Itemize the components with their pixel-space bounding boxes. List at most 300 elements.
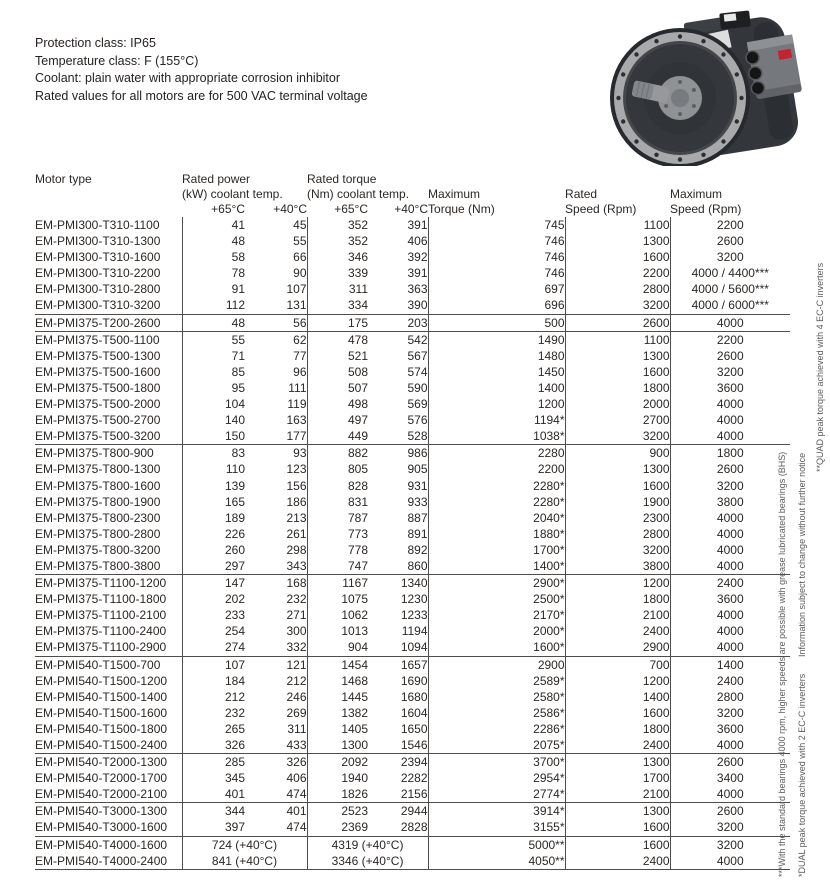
rated-torque-65-cell: 1300 <box>307 737 368 754</box>
rated-power-65-cell: 112 <box>182 297 245 314</box>
max-torque-cell: 3700* <box>428 754 565 771</box>
header-max-torque-2: Torque (Nm) <box>428 202 495 216</box>
rated-torque-65-cell: 1405 <box>307 721 368 737</box>
motor-type-cell: EM-PMI300-T310-2200 <box>35 266 161 281</box>
rated-torque-65-cell: 508 <box>307 364 368 380</box>
table-row <box>35 575 790 592</box>
rated-speed-cell: 2700 <box>565 412 670 428</box>
rated-speed-cell: 2300 <box>565 510 670 526</box>
rated-torque-65-cell: 346 <box>307 249 368 265</box>
max-speed-cell: 4000 <box>670 542 790 558</box>
rated-speed-cell: 2400 <box>565 737 670 754</box>
rated-torque-40-cell: 391 <box>407 266 428 281</box>
rated-speed-cell: 3200 <box>565 542 670 558</box>
max-torque-cell: 1038* <box>428 428 565 445</box>
rated-torque-40-cell: 933 <box>407 494 428 509</box>
rated-torque-40-cell: 2828 <box>400 820 428 835</box>
rated-torque-65-cell: 2523 <box>307 803 368 820</box>
table-row <box>35 737 790 754</box>
table-row <box>35 297 790 314</box>
rated-power-65-cell: 254 <box>182 623 245 639</box>
max-torque-cell: 3914* <box>428 803 565 820</box>
rated-speed-cell: 1600 <box>565 364 670 380</box>
max-speed-cell: 4000 / 5600*** <box>670 281 790 297</box>
max-torque-cell: 2900 <box>428 656 565 673</box>
table-row <box>35 853 790 870</box>
rated-speed-cell: 1600 <box>565 249 670 265</box>
rated-torque-65-cell: 1013 <box>307 623 368 639</box>
rated-power-65-cell: 78 <box>182 265 245 281</box>
table-row <box>35 754 790 771</box>
rated-power-40-cell: 90 <box>293 266 307 281</box>
rated-power-65-cell: 139 <box>182 478 245 494</box>
max-speed-cell: 2200 <box>670 331 790 348</box>
rated-torque-65-cell: 498 <box>307 396 368 412</box>
table-row <box>35 461 790 477</box>
rated-torque-65-cell: 882 <box>307 445 368 462</box>
max-speed-cell: 2600 <box>670 803 790 820</box>
motor-type-cell: EM-PMI375-T500-2000 <box>35 397 161 412</box>
rated-torque-65-cell: 449 <box>307 428 368 445</box>
rated-speed-cell: 1600 <box>565 836 670 853</box>
motor-type-cell: EM-PMI375-T1100-2900 <box>35 640 167 655</box>
rated-power-65-cell: 226 <box>182 526 245 542</box>
max-speed-cell: 4000 <box>670 737 790 754</box>
max-torque-cell: 2500* <box>428 591 565 607</box>
rated-power-40-cell: 232 <box>286 592 307 607</box>
table-row <box>35 542 790 558</box>
rated-torque-40-cell: 1194 <box>401 624 428 639</box>
motor-type-cell: EM-PMI540-T2000-2100 <box>35 787 168 802</box>
rated-torque-40-cell: 2394 <box>368 754 428 771</box>
rated-speed-cell: 1600 <box>565 819 670 836</box>
rated-power-merged-cell: 724 (+40°C) <box>182 836 307 853</box>
rated-speed-cell: 1600 <box>565 478 670 494</box>
table-row <box>35 656 790 673</box>
rated-power-40-cell: 474 <box>286 820 307 835</box>
table-row <box>35 623 790 639</box>
rated-speed-cell: 2200 <box>565 265 670 281</box>
motor-type-cell: EM-PMI375-T800-2800 <box>35 526 161 541</box>
rated-power-40-cell: 261 <box>286 526 307 541</box>
header-rated-speed-1: Rated <box>565 187 598 201</box>
rated-torque-40-cell: 1094 <box>400 640 428 655</box>
rated-power-40-cell: 119 <box>287 397 307 412</box>
motor-photo-graphic <box>602 8 807 166</box>
rated-power-40-cell: 246 <box>286 689 307 704</box>
rated-torque-40-cell: 203 <box>368 314 428 331</box>
rated-speed-cell: 1800 <box>565 380 670 396</box>
rated-torque-40-cell: 363 <box>407 282 428 297</box>
rated-torque-merged-cell: 4319 (+40°C) <box>307 836 428 853</box>
rated-power-65-cell: 91 <box>182 281 245 297</box>
rated-power-65-cell: 344 <box>182 803 245 820</box>
rated-torque-40-cell: 887 <box>407 510 428 525</box>
max-torque-cell: 1700* <box>428 542 565 558</box>
rated-power-40-cell: 107 <box>286 282 307 297</box>
rated-power-40-cell: 163 <box>286 413 307 428</box>
rated-power-65-cell: 85 <box>182 364 245 380</box>
rated-torque-65-cell: 778 <box>307 542 368 558</box>
table-row <box>35 249 790 265</box>
max-torque-cell: 2040* <box>428 510 565 526</box>
rated-power-40-cell: 45 <box>293 218 307 232</box>
rated-power-65-cell: 71 <box>182 348 245 364</box>
rated-speed-cell: 3800 <box>565 558 670 575</box>
rated-power-40-cell: 121 <box>245 656 307 673</box>
max-speed-cell: 4000 <box>670 786 790 803</box>
motor-type-cell: EM-PMI300-T310-1300 <box>35 234 161 249</box>
motor-type-cell: EM-PMI540-T1500-1600 <box>35 705 168 720</box>
rated-power-65-cell: 41 <box>182 217 245 233</box>
table-row <box>35 591 790 607</box>
max-speed-cell: 3800 <box>670 494 790 510</box>
motor-type-cell: EM-PMI300-T310-2800 <box>35 282 161 297</box>
max-torque-cell: 696 <box>428 297 565 314</box>
table-row <box>35 494 790 510</box>
rated-torque-65-cell: 787 <box>307 510 368 526</box>
rated-torque-65-cell: 521 <box>307 348 368 364</box>
table-row <box>35 510 790 526</box>
motor-type-cell: EM-PMI375-T1100-2100 <box>35 608 167 623</box>
table-row <box>35 526 790 542</box>
table-row <box>35 721 790 737</box>
header-torque-unit: (Nm) coolant temp. <box>307 187 410 201</box>
motor-type-cell: EM-PMI375-T800-1600 <box>35 478 161 493</box>
rated-power-65-cell: 83 <box>182 445 245 462</box>
max-torque-cell: 500 <box>428 314 565 331</box>
motor-type-cell: EM-PMI375-T800-3200 <box>35 542 161 557</box>
rated-power-65-cell: 326 <box>182 737 245 754</box>
max-speed-cell: 4000 <box>670 428 790 445</box>
rated-power-40-cell: 55 <box>293 234 307 249</box>
max-torque-cell: 2774* <box>428 786 565 803</box>
max-speed-cell: 2600 <box>670 461 790 477</box>
rated-power-40-cell: 111 <box>288 380 307 395</box>
rated-power-40-cell: 56 <box>245 314 307 331</box>
intro-text-block <box>35 35 368 105</box>
max-speed-cell: 4000 <box>670 558 790 575</box>
table-row <box>35 331 790 348</box>
motor-type-cell: EM-PMI300-T310-1600 <box>35 250 161 265</box>
header-torque-40: +40°C <box>394 202 429 216</box>
rated-torque-40-cell: 569 <box>407 397 428 412</box>
motor-type-cell: EM-PMI540-T1500-700 <box>35 656 182 673</box>
rated-power-40-cell: 326 <box>245 754 307 771</box>
rated-torque-40-cell: 892 <box>407 542 428 557</box>
table-row <box>35 819 790 836</box>
motor-type-cell: EM-PMI375-T200-2600 <box>35 314 182 331</box>
table-row <box>35 705 790 721</box>
rated-speed-cell: 1200 <box>565 673 670 689</box>
rated-torque-40-cell: 590 <box>407 380 428 395</box>
header-rated-speed-2: Speed (Rpm) <box>565 202 637 216</box>
max-speed-cell: 4000 <box>670 510 790 526</box>
rated-power-65-cell: 189 <box>182 510 245 526</box>
motor-type-cell: EM-PMI375-T500-3200 <box>35 429 161 444</box>
motor-spec-table <box>35 172 790 870</box>
rated-torque-40-cell: 891 <box>407 526 428 541</box>
coolant-line: Coolant: plain water with appropriate corrosion inhibitor <box>35 71 341 85</box>
header-power-40: +40°C <box>273 202 308 216</box>
rated-power-65-cell: 150 <box>182 428 245 445</box>
rated-speed-cell: 1300 <box>565 754 670 771</box>
rated-torque-65-cell: 334 <box>307 297 368 314</box>
rated-speed-cell: 1200 <box>565 575 670 592</box>
header-power-65: +65°C <box>211 202 245 216</box>
rated-values-line: Rated values for all motors are for 500 VAC terminal voltage <box>35 88 368 103</box>
max-speed-cell: 4000 / 4400*** <box>670 265 790 281</box>
rated-torque-65-cell: 1468 <box>307 673 368 689</box>
rated-torque-65-cell: 1062 <box>307 607 368 623</box>
max-speed-cell: 2400 <box>670 673 790 689</box>
max-torque-cell: 2280 <box>428 445 565 462</box>
rated-power-40-cell: 156 <box>286 478 307 493</box>
rated-power-40-cell: 186 <box>286 494 307 509</box>
rated-power-65-cell: 265 <box>182 721 245 737</box>
max-speed-cell: 3200 <box>670 364 790 380</box>
rated-torque-65-cell: 1940 <box>307 770 368 786</box>
rated-power-40-cell: 269 <box>286 705 307 720</box>
rated-power-65-cell: 345 <box>182 770 245 786</box>
max-torque-cell: 2170* <box>428 607 565 623</box>
table-row <box>35 265 790 281</box>
max-speed-cell: 2400 <box>670 575 790 592</box>
protection-class-line: Protection class: IP65 <box>35 36 156 50</box>
rated-power-40-cell: 66 <box>293 250 307 265</box>
rated-power-65-cell: 260 <box>182 542 245 558</box>
max-speed-cell: 3400 <box>670 770 790 786</box>
motor-type-cell: EM-PMI300-T310-1100 <box>35 218 160 232</box>
rated-torque-40-cell: 391 <box>407 218 428 232</box>
rated-speed-cell: 1100 <box>565 331 670 348</box>
footnote-bearing: ***With the standard bearings 4000 rpm, higher speeds are possible with grease lubricated bearings (BHS) <box>777 451 787 877</box>
rated-torque-40-cell: 1690 <box>400 673 428 688</box>
table-row <box>35 558 790 575</box>
header-torque-65: +65°C <box>334 202 369 216</box>
rated-torque-65-cell: 1075 <box>307 591 368 607</box>
rated-power-merged-cell: 841 (+40°C) <box>182 853 307 870</box>
max-torque-cell: 745 <box>428 217 565 233</box>
rated-torque-65-cell: 2369 <box>307 819 368 836</box>
max-torque-cell: 1480 <box>428 348 565 364</box>
max-speed-cell: 2800 <box>670 689 790 705</box>
max-torque-cell: 1450 <box>428 364 565 380</box>
max-torque-cell: 3155* <box>428 819 565 836</box>
rated-torque-65-cell: 747 <box>307 558 368 575</box>
max-speed-cell: 3200 <box>670 836 790 853</box>
rated-torque-merged-cell: 3346 (+40°C) <box>307 853 428 870</box>
rated-torque-65-cell: 904 <box>307 639 368 656</box>
motor-type-cell: EM-PMI540-T3000-1600 <box>35 820 168 835</box>
rated-power-40-cell: 77 <box>293 348 307 363</box>
max-torque-cell: 2589* <box>428 673 565 689</box>
motor-type-cell: EM-PMI540-T3000-1300 <box>35 803 182 820</box>
rated-power-65-cell: 107 <box>182 656 245 673</box>
table-row <box>35 217 790 233</box>
rated-power-40-cell: 474 <box>286 787 307 802</box>
max-speed-cell: 1800 <box>670 445 790 462</box>
rated-power-40-cell: 271 <box>286 608 307 623</box>
footnote-dual-torque: *DUAL peak torque achieved with 2 EC-C inverters <box>797 673 807 877</box>
rated-speed-cell: 700 <box>565 656 670 673</box>
max-speed-cell: 3200 <box>670 249 790 265</box>
rated-torque-65-cell: 507 <box>307 380 368 396</box>
max-torque-cell: 746 <box>428 233 565 249</box>
rated-torque-40-cell: 860 <box>407 558 428 573</box>
max-torque-cell: 1600* <box>428 639 565 656</box>
rated-torque-65-cell: 497 <box>307 412 368 428</box>
table-row <box>35 673 790 689</box>
rated-power-40-cell: 131 <box>286 298 307 313</box>
rated-speed-cell: 2400 <box>565 853 670 870</box>
rated-power-40-cell: 212 <box>286 673 307 688</box>
max-speed-cell: 3200 <box>670 705 790 721</box>
max-torque-cell: 2075* <box>428 737 565 754</box>
header-max-speed-1: Maximum <box>670 187 723 201</box>
header-power-unit: (kW) coolant temp. <box>182 187 283 201</box>
rated-speed-cell: 1800 <box>565 721 670 737</box>
rated-torque-40-cell: 2156 <box>400 787 428 802</box>
motor-type-cell: EM-PMI540-T1500-1200 <box>35 673 168 688</box>
motor-type-cell: EM-PMI540-T1500-2400 <box>35 738 168 752</box>
rated-speed-cell: 2900 <box>565 639 670 656</box>
rated-torque-40-cell: 576 <box>407 413 428 428</box>
rated-torque-65-cell: 352 <box>307 233 368 249</box>
footnote-info-subject-to-change: Information subject to change without further notice <box>797 452 807 657</box>
rated-speed-cell: 1100 <box>565 217 670 233</box>
rated-torque-40-cell: 931 <box>407 478 428 493</box>
motor-type-cell: EM-PMI375-T500-2700 <box>35 413 161 428</box>
max-torque-cell: 2280* <box>428 478 565 494</box>
rated-torque-40-cell: 1340 <box>368 575 428 592</box>
rated-power-65-cell: 285 <box>182 754 245 771</box>
max-speed-cell: 4000 <box>670 607 790 623</box>
max-speed-cell: 2600 <box>670 348 790 364</box>
header-max-torque-1: Maximum <box>428 187 481 201</box>
header-rated-torque: Rated torque <box>307 172 377 186</box>
table-row <box>35 770 790 786</box>
max-speed-cell: 3600 <box>670 380 790 396</box>
rated-speed-cell: 1300 <box>565 233 670 249</box>
table-row <box>35 233 790 249</box>
rated-speed-cell: 3200 <box>565 297 670 314</box>
max-torque-cell: 746 <box>428 265 565 281</box>
rated-torque-65-cell: 1454 <box>307 656 368 673</box>
max-speed-cell: 4000 / 6000*** <box>670 297 790 314</box>
rated-speed-cell: 1800 <box>565 591 670 607</box>
max-torque-cell: 2954* <box>428 770 565 786</box>
rated-torque-40-cell: 1233 <box>400 608 428 623</box>
table-row <box>35 478 790 494</box>
rated-torque-40-cell: 574 <box>407 364 428 379</box>
table-row <box>35 412 790 428</box>
max-speed-cell: 4000 <box>670 623 790 639</box>
table-row <box>35 396 790 412</box>
rated-power-65-cell: 110 <box>182 461 245 477</box>
max-torque-cell: 2200 <box>428 461 565 477</box>
rated-torque-40-cell: 392 <box>407 250 428 265</box>
table-row <box>35 445 790 462</box>
max-speed-cell: 4000 <box>670 853 790 870</box>
max-torque-cell: 1400* <box>428 558 565 575</box>
table-row <box>35 348 790 364</box>
rated-speed-cell: 1300 <box>565 803 670 820</box>
max-torque-cell: 5000** <box>428 836 565 853</box>
rated-power-65-cell: 95 <box>182 380 245 396</box>
table-row <box>35 639 790 656</box>
rated-torque-65-cell: 478 <box>307 331 368 348</box>
table-row <box>35 380 790 396</box>
max-speed-cell: 3600 <box>670 591 790 607</box>
max-speed-cell: 3200 <box>670 819 790 836</box>
max-speed-cell: 4000 <box>670 396 790 412</box>
rated-speed-cell: 1900 <box>565 494 670 510</box>
rated-torque-40-cell: 1230 <box>400 592 428 607</box>
motor-type-cell: EM-PMI375-T800-1300 <box>35 462 161 477</box>
rated-speed-cell: 1300 <box>565 348 670 364</box>
rated-power-65-cell: 401 <box>182 786 245 803</box>
rated-power-65-cell: 184 <box>182 673 245 689</box>
max-torque-cell: 2286* <box>428 721 565 737</box>
max-torque-cell: 2280* <box>428 494 565 510</box>
rated-torque-40-cell: 1546 <box>400 738 428 752</box>
motor-type-cell: EM-PMI300-T310-3200 <box>35 298 161 313</box>
rated-torque-65-cell: 831 <box>307 494 368 510</box>
motor-type-cell: EM-PMI375-T1100-2400 <box>35 624 167 639</box>
rated-speed-cell: 2100 <box>565 786 670 803</box>
motor-type-cell: EM-PMI540-T2000-1700 <box>35 771 168 786</box>
max-torque-cell: 1400 <box>428 380 565 396</box>
motor-type-cell: EM-PMI375-T1100-1200 <box>35 575 182 592</box>
motor-type-cell: EM-PMI540-T2000-1300 <box>35 754 182 771</box>
rated-power-40-cell: 96 <box>293 364 307 379</box>
rated-power-40-cell: 168 <box>245 575 307 592</box>
rated-torque-65-cell: 175 <box>307 314 368 331</box>
rated-power-65-cell: 147 <box>182 575 245 592</box>
rated-power-65-cell: 140 <box>182 412 245 428</box>
motor-type-cell: EM-PMI540-T4000-1600 <box>35 836 182 853</box>
max-torque-cell: 2580* <box>428 689 565 705</box>
max-torque-cell: 2586* <box>428 705 565 721</box>
rated-power-65-cell: 397 <box>182 819 245 836</box>
rated-torque-65-cell: 805 <box>307 461 368 477</box>
rated-speed-cell: 1600 <box>565 705 670 721</box>
rated-torque-65-cell: 773 <box>307 526 368 542</box>
rated-speed-cell: 2600 <box>565 314 670 331</box>
rated-power-65-cell: 58 <box>182 249 245 265</box>
spec-table-body <box>35 217 790 869</box>
max-torque-cell: 2900* <box>428 575 565 592</box>
rated-power-65-cell: 233 <box>182 607 245 623</box>
table-row <box>35 803 790 820</box>
rated-torque-65-cell: 352 <box>307 217 368 233</box>
rated-torque-40-cell: 905 <box>407 462 428 477</box>
motor-type-cell: EM-PMI375-T500-1600 <box>35 364 161 379</box>
motor-type-cell: EM-PMI375-T500-1300 <box>35 348 161 363</box>
rated-power-40-cell: 93 <box>245 445 307 462</box>
max-torque-cell: 2000* <box>428 623 565 639</box>
max-speed-cell: 3600 <box>670 721 790 737</box>
rated-power-65-cell: 212 <box>182 689 245 705</box>
rated-torque-40-cell: 390 <box>407 298 428 313</box>
rated-speed-cell: 2400 <box>565 623 670 639</box>
max-speed-cell: 3200 <box>670 478 790 494</box>
rated-torque-65-cell: 1826 <box>307 786 368 803</box>
motor-type-cell: EM-PMI375-T1100-1800 <box>35 592 167 607</box>
table-row <box>35 314 790 331</box>
rated-power-40-cell: 406 <box>286 771 307 786</box>
